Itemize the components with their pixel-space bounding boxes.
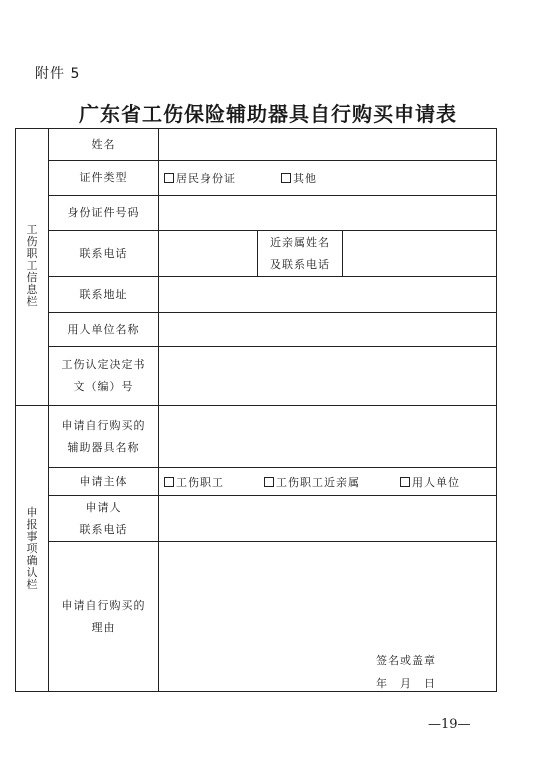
applicant-phone-label-line2: 联系电话 (79, 522, 128, 536)
label-employer: 用人单位名称 (67, 322, 140, 336)
applicant-option-relative[interactable]: 工伤职工近亲属 (264, 468, 360, 495)
decision-label-line1: 工伤认定决定书 (61, 358, 146, 371)
applicant-option-worker[interactable]: 工伤职工 (164, 468, 224, 495)
label-applicant-phone (49, 496, 158, 541)
signature-label: 签名或盖章 (376, 654, 436, 667)
relative-label-divider (342, 230, 343, 276)
form-title: 广东省工伤保险辅助器具自行购买申请表 (79, 102, 457, 126)
section-worker-info: 工伤职工信息栏 (26, 223, 38, 308)
reason-label-line1: 申请自行购买的 (61, 598, 146, 612)
page-number: —19— (428, 717, 471, 732)
device-label-line2: 辅助器具名称 (67, 440, 140, 454)
decision-label-line2: 文（编）号 (73, 380, 134, 393)
label-address: 联系地址 (79, 287, 128, 301)
id-type-option-resident-id[interactable]: 居民身份证 (164, 161, 236, 195)
id-type-option-other[interactable]: 其他 (281, 161, 317, 195)
label-decision-number (49, 347, 158, 405)
checkbox-icon[interactable] (164, 173, 174, 183)
reason-label-line2: 理由 (91, 620, 116, 634)
checkbox-icon[interactable] (281, 173, 291, 183)
label-id-number: 身份证件号码 (67, 206, 140, 219)
label-relative-contact (258, 231, 342, 276)
relative-label-line1: 近亲属姓名 (270, 235, 330, 249)
attachment-label: 附件 5 (35, 66, 81, 82)
signature-date: 年 月 日 (376, 677, 436, 690)
applicant-option-employer[interactable]: 用人单位 (400, 468, 460, 495)
label-device-name (49, 406, 158, 467)
application-form-table (15, 128, 497, 692)
applicant-phone-label-line1: 申请人 (85, 500, 122, 514)
label-phone: 联系电话 (79, 246, 128, 260)
label-name: 姓名 (91, 137, 116, 151)
checkbox-icon[interactable] (164, 477, 174, 487)
relative-label-line2: 及联系电话 (270, 257, 330, 271)
checkbox-icon[interactable] (400, 477, 410, 487)
section-application-confirm: 申报事项确认栏 (26, 506, 38, 591)
device-label-line1: 申请自行购买的 (61, 418, 146, 432)
label-id-type: 证件类型 (79, 171, 128, 184)
checkbox-icon[interactable] (264, 477, 274, 487)
label-reason (49, 542, 158, 691)
label-column-divider (158, 129, 159, 691)
label-applicant-type: 申请主体 (79, 474, 128, 488)
